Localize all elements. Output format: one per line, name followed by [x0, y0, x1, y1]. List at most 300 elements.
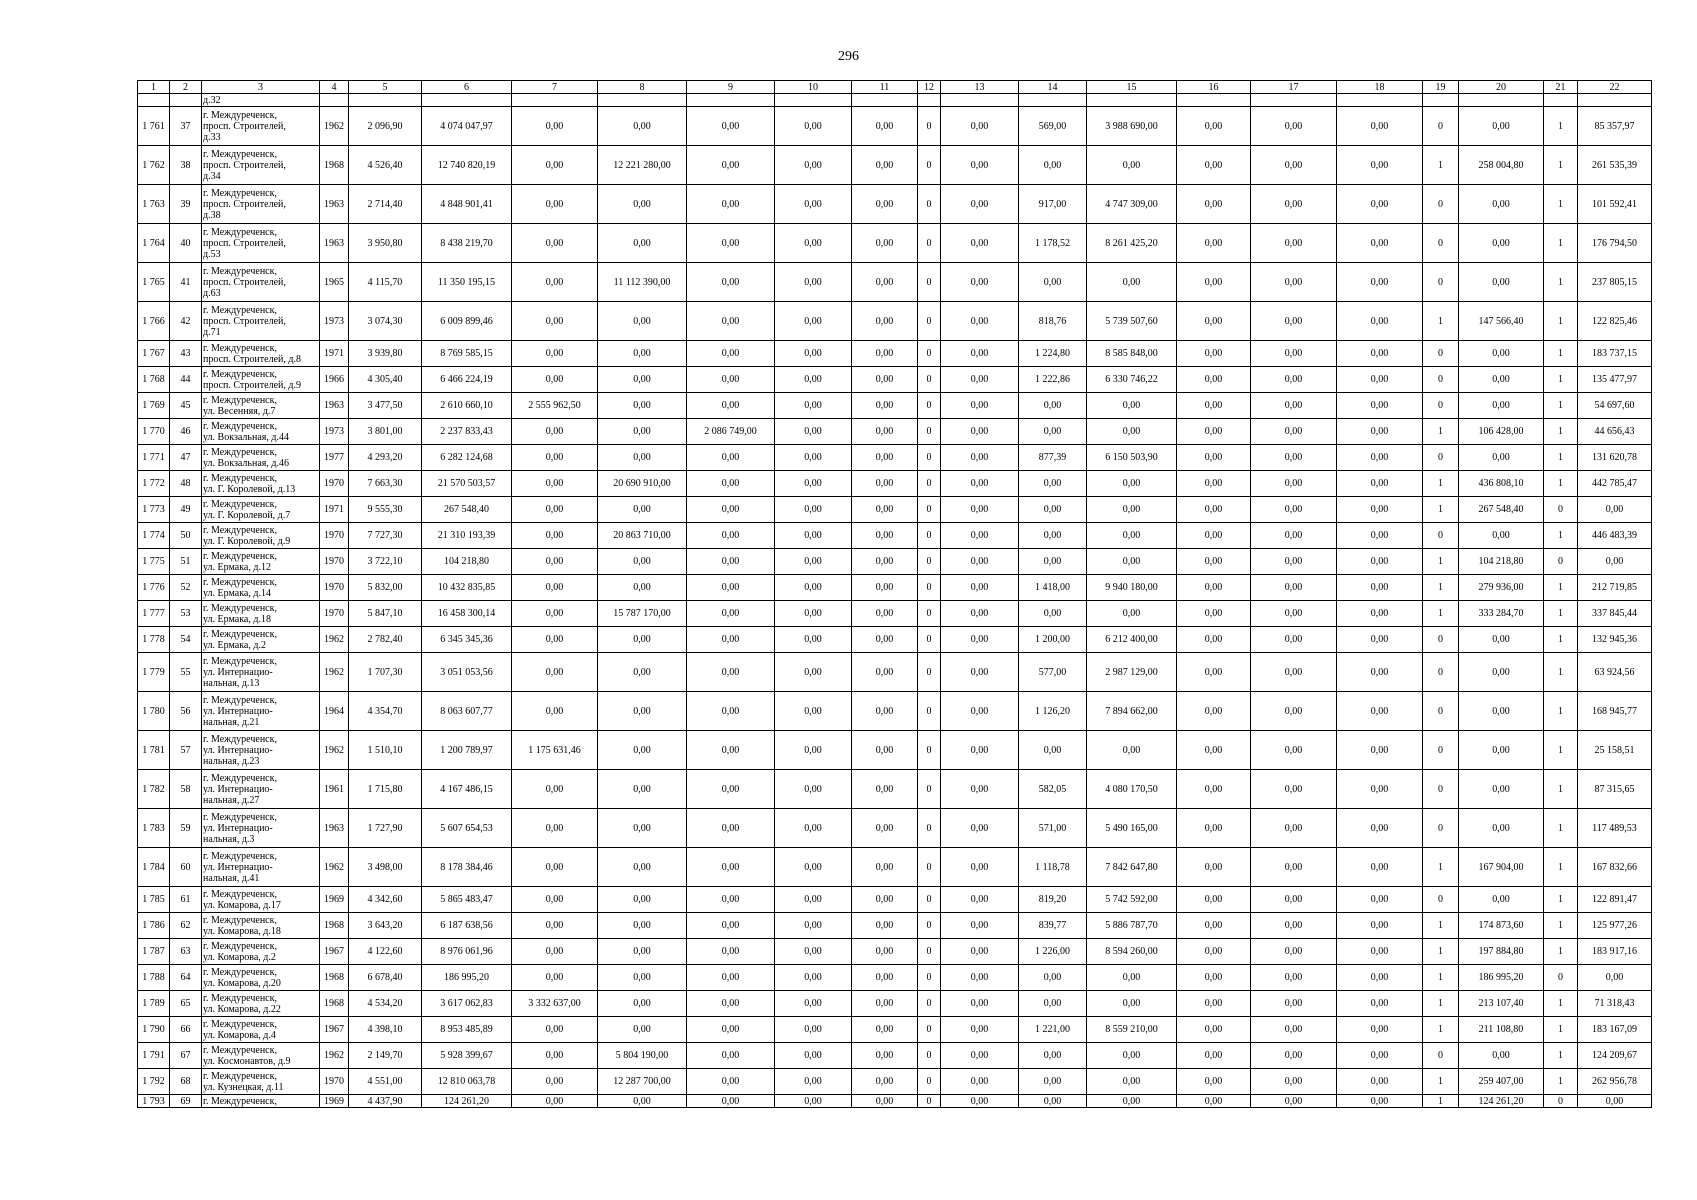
table-cell: 48: [170, 471, 202, 497]
table-cell: 0,00: [598, 367, 687, 393]
table-cell: [1251, 94, 1337, 107]
table-cell: 0,00: [1337, 731, 1423, 770]
table-cell: 4 551,00: [349, 1069, 422, 1095]
table-cell: 0,00: [1337, 393, 1423, 419]
table-cell: 0,00: [1251, 367, 1337, 393]
table-cell: 20 863 710,00: [598, 523, 687, 549]
column-header-6: 6: [422, 81, 512, 94]
table-cell: 0: [1423, 341, 1459, 367]
table-cell: 436 808,10: [1459, 471, 1544, 497]
table-cell: [1544, 94, 1578, 107]
table-row: [138, 1043, 1652, 1069]
column-header-17: 17: [1251, 81, 1337, 94]
table-cell: 0,00: [687, 367, 775, 393]
table-cell: 62: [170, 913, 202, 939]
table-cell: 1963: [320, 224, 349, 263]
table-cell: 1967: [320, 1017, 349, 1043]
table-cell: 0,00: [1177, 575, 1251, 601]
table-cell: 132 945,36: [1578, 627, 1652, 653]
table-cell: 0,00: [1578, 1095, 1652, 1108]
table-cell: 337 845,44: [1578, 601, 1652, 627]
address-cell: г. Междуреченск, просп. Строителей, д.38: [202, 185, 320, 224]
table-row: [138, 224, 1652, 263]
table-cell: 1961: [320, 770, 349, 809]
table-cell: 0: [918, 445, 941, 471]
table-cell: 117 489,53: [1578, 809, 1652, 848]
table-cell: 0,00: [1459, 185, 1544, 224]
table-cell: 0,00: [1177, 1017, 1251, 1043]
table-cell: 0,00: [512, 965, 598, 991]
table-cell: 69: [170, 1095, 202, 1108]
table-cell: 0,00: [1019, 549, 1087, 575]
table-row: [138, 185, 1652, 224]
table-cell: 25 158,51: [1578, 731, 1652, 770]
table-cell: 0,00: [1019, 1095, 1087, 1108]
table-row: [138, 471, 1652, 497]
table-cell: 0,00: [775, 913, 852, 939]
table-cell: 0,00: [1578, 549, 1652, 575]
table-cell: 0,00: [852, 367, 918, 393]
table-cell: 0,00: [512, 1043, 598, 1069]
column-header-1: 1: [138, 81, 170, 94]
table-row: [138, 887, 1652, 913]
table-cell: 0,00: [852, 1095, 918, 1108]
table-cell: 0,00: [1177, 601, 1251, 627]
table-cell: 0,00: [775, 107, 852, 146]
table-row: [138, 94, 1652, 107]
table-cell: 4 354,70: [349, 692, 422, 731]
address-cell: г. Междуреченск, ул. Вокзальная, д.46: [202, 445, 320, 471]
table-cell: 0,00: [941, 302, 1019, 341]
table-cell: 0,00: [1337, 627, 1423, 653]
table-cell: 5 865 483,47: [422, 887, 512, 913]
table-cell: 4 398,10: [349, 1017, 422, 1043]
table-cell: 0: [918, 224, 941, 263]
table-cell: 0,00: [1337, 549, 1423, 575]
table-cell: 0,00: [687, 445, 775, 471]
table-row: [138, 445, 1652, 471]
table-cell: 0,00: [1087, 471, 1177, 497]
table-cell: 47: [170, 445, 202, 471]
table-cell: 122 825,46: [1578, 302, 1652, 341]
table-cell: 1 772: [138, 471, 170, 497]
table-cell: 0,00: [941, 146, 1019, 185]
table-cell: 0,00: [1251, 731, 1337, 770]
table-cell: 3 988 690,00: [1087, 107, 1177, 146]
table-cell: 0: [1544, 1095, 1578, 1108]
table-cell: 818,76: [1019, 302, 1087, 341]
table-cell: 0,00: [1251, 692, 1337, 731]
table-cell: 0,00: [1337, 302, 1423, 341]
table-cell: 1: [1544, 887, 1578, 913]
table-cell: 0,00: [775, 185, 852, 224]
table-cell: 0,00: [1459, 224, 1544, 263]
table-cell: 53: [170, 601, 202, 627]
table-cell: 1: [1423, 497, 1459, 523]
table-cell: 1 200 789,97: [422, 731, 512, 770]
table-cell: 0,00: [941, 1069, 1019, 1095]
table-cell: 1: [1544, 1043, 1578, 1069]
table-cell: 0,00: [1177, 627, 1251, 653]
table-cell: 5 739 507,60: [1087, 302, 1177, 341]
table-cell: 0,00: [1251, 393, 1337, 419]
table-cell: 0,00: [1337, 770, 1423, 809]
address-cell: г. Междуреченск, ул. Интернацио- нальная, д.41: [202, 848, 320, 887]
table-cell: 0,00: [1337, 653, 1423, 692]
table-cell: 0,00: [941, 627, 1019, 653]
table-cell: 0,00: [775, 770, 852, 809]
table-cell: 0,00: [512, 445, 598, 471]
table-cell: 1: [1544, 185, 1578, 224]
table-cell: 1 707,30: [349, 653, 422, 692]
table-cell: 0,00: [1459, 445, 1544, 471]
table-cell: 577,00: [1019, 653, 1087, 692]
table-cell: 0,00: [512, 1095, 598, 1108]
table-cell: 8 178 384,46: [422, 848, 512, 887]
table-cell: [512, 94, 598, 107]
table-cell: 1 769: [138, 393, 170, 419]
table-cell: 0,00: [1337, 848, 1423, 887]
table-cell: 8 953 485,89: [422, 1017, 512, 1043]
table-cell: 0,00: [1459, 627, 1544, 653]
table-cell: 87 315,65: [1578, 770, 1652, 809]
table-cell: 7 727,30: [349, 523, 422, 549]
table-cell: 0: [918, 367, 941, 393]
table-cell: 1 771: [138, 445, 170, 471]
table-cell: 0,00: [852, 575, 918, 601]
table-cell: 1 779: [138, 653, 170, 692]
table-row: [138, 341, 1652, 367]
table-cell: 0,00: [598, 692, 687, 731]
table-cell: 0,00: [1251, 939, 1337, 965]
address-cell: г. Междуреченск, ул. Г. Королевой, д.9: [202, 523, 320, 549]
table-cell: 0,00: [941, 523, 1019, 549]
table-cell: 131 620,78: [1578, 445, 1652, 471]
table-cell: 39: [170, 185, 202, 224]
table-cell: 0,00: [1019, 1043, 1087, 1069]
table-cell: 1963: [320, 185, 349, 224]
table-cell: 3 801,00: [349, 419, 422, 445]
table-cell: 0,00: [1459, 653, 1544, 692]
table-cell: 4 167 486,15: [422, 770, 512, 809]
address-cell: г. Междуреченск, ул. Кузнецкая, д.11: [202, 1069, 320, 1095]
table-cell: 0,00: [1337, 497, 1423, 523]
table-cell: 3 617 062,83: [422, 991, 512, 1017]
table-cell: 63: [170, 939, 202, 965]
table-cell: 101 592,41: [1578, 185, 1652, 224]
table-cell: 211 108,80: [1459, 1017, 1544, 1043]
table-cell: 1: [1544, 809, 1578, 848]
table-cell: 1970: [320, 601, 349, 627]
table-cell: 0,00: [687, 653, 775, 692]
table-cell: 0,00: [1251, 146, 1337, 185]
table-cell: 8 976 061,96: [422, 939, 512, 965]
table-cell: 0,00: [852, 445, 918, 471]
table-cell: 0,00: [598, 848, 687, 887]
table-cell: 1: [1544, 601, 1578, 627]
table-cell: 1: [1423, 302, 1459, 341]
table-cell: 3 950,80: [349, 224, 422, 263]
table-cell: 0,00: [512, 263, 598, 302]
table-cell: 267 548,40: [1459, 497, 1544, 523]
table-cell: 0,00: [941, 575, 1019, 601]
table-cell: 1 778: [138, 627, 170, 653]
table-cell: 1970: [320, 549, 349, 575]
table-cell: 0,00: [598, 224, 687, 263]
table-cell: 1 200,00: [1019, 627, 1087, 653]
table-cell: 4 342,60: [349, 887, 422, 913]
table-cell: 1 774: [138, 523, 170, 549]
table-cell: 1: [1544, 1069, 1578, 1095]
table-cell: 0: [918, 497, 941, 523]
table-cell: 147 566,40: [1459, 302, 1544, 341]
table-cell: 0,00: [941, 887, 1019, 913]
table-cell: 0,00: [941, 263, 1019, 302]
address-cell: г. Междуреченск, просп. Строителей, д.9: [202, 367, 320, 393]
table-cell: 0: [1423, 887, 1459, 913]
table-cell: 0,00: [1177, 653, 1251, 692]
table-cell: 54: [170, 627, 202, 653]
table-cell: 0: [918, 965, 941, 991]
table-cell: 1962: [320, 627, 349, 653]
table-cell: 0,00: [1177, 549, 1251, 575]
table-cell: 8 559 210,00: [1087, 1017, 1177, 1043]
table-cell: 0,00: [852, 185, 918, 224]
column-header-8: 8: [598, 81, 687, 94]
table-cell: 1: [1544, 224, 1578, 263]
column-header-22: 22: [1578, 81, 1652, 94]
table-cell: 8 063 607,77: [422, 692, 512, 731]
data-table: [137, 80, 1652, 1108]
table-cell: 0,00: [775, 367, 852, 393]
table-cell: 0: [918, 523, 941, 549]
table-cell: 0,00: [1019, 1069, 1087, 1095]
address-cell: г. Междуреченск, просп. Строителей, д.71: [202, 302, 320, 341]
table-cell: 0,00: [598, 393, 687, 419]
table-cell: 1968: [320, 991, 349, 1017]
table-cell: 0,00: [941, 419, 1019, 445]
table-cell: 0,00: [687, 393, 775, 419]
table-cell: 44 656,43: [1578, 419, 1652, 445]
table-cell: 0: [1544, 549, 1578, 575]
table-row: [138, 575, 1652, 601]
table-cell: 0,00: [598, 731, 687, 770]
table-cell: 0,00: [687, 692, 775, 731]
table-cell: 0,00: [1251, 263, 1337, 302]
table-cell: 0,00: [1087, 991, 1177, 1017]
table-cell: 21 570 503,57: [422, 471, 512, 497]
table-cell: 0,00: [1337, 991, 1423, 1017]
table-cell: 0,00: [687, 1043, 775, 1069]
table-row: [138, 302, 1652, 341]
table-cell: 0,00: [598, 1017, 687, 1043]
table-cell: 0,00: [1251, 601, 1337, 627]
table-cell: 2 987 129,00: [1087, 653, 1177, 692]
table-cell: 1: [1544, 575, 1578, 601]
table-cell: 0,00: [598, 770, 687, 809]
table-cell: 0,00: [775, 302, 852, 341]
table-cell: 0,00: [852, 1043, 918, 1069]
table-cell: 0,00: [852, 991, 918, 1017]
table-cell: 125 977,26: [1578, 913, 1652, 939]
table-cell: [1019, 94, 1087, 107]
table-cell: 2 610 660,10: [422, 393, 512, 419]
table-cell: [422, 94, 512, 107]
table-cell: 1: [1544, 302, 1578, 341]
table-cell: 0,00: [941, 393, 1019, 419]
table-cell: 0,00: [775, 1017, 852, 1043]
table-cell: 0,00: [941, 445, 1019, 471]
table-cell: 0,00: [775, 731, 852, 770]
table-cell: 0: [1423, 770, 1459, 809]
address-cell: г. Междуреченск, ул. Космонавтов, д.9: [202, 1043, 320, 1069]
table-cell: 0,00: [852, 731, 918, 770]
table-cell: 55: [170, 653, 202, 692]
table-cell: 1970: [320, 575, 349, 601]
table-cell: 0: [1423, 224, 1459, 263]
table-cell: 1963: [320, 393, 349, 419]
table-cell: [1337, 94, 1423, 107]
table-cell: 0,00: [852, 523, 918, 549]
table-cell: [918, 94, 941, 107]
column-header-14: 14: [1019, 81, 1087, 94]
address-cell: г. Междуреченск, ул. Комарова, д.20: [202, 965, 320, 991]
table-cell: 124 261,20: [1459, 1095, 1544, 1108]
table-cell: 1962: [320, 1043, 349, 1069]
table-cell: 0,00: [598, 887, 687, 913]
table-cell: 1962: [320, 848, 349, 887]
table-cell: 186 995,20: [422, 965, 512, 991]
table-cell: 0,00: [687, 302, 775, 341]
table-cell: 1963: [320, 809, 349, 848]
table-cell: 0,00: [852, 146, 918, 185]
table-cell: 50: [170, 523, 202, 549]
table-cell: 0,00: [775, 809, 852, 848]
table-cell: 0,00: [512, 913, 598, 939]
table-cell: 0,00: [1177, 848, 1251, 887]
table-cell: 0,00: [512, 471, 598, 497]
table-cell: 0,00: [598, 913, 687, 939]
table-cell: 0: [918, 939, 941, 965]
address-cell: г. Междуреченск, ул. Весенняя, д.7: [202, 393, 320, 419]
table-cell: 1968: [320, 913, 349, 939]
table-cell: 0,00: [852, 848, 918, 887]
table-cell: 60: [170, 848, 202, 887]
table-cell: 0,00: [1087, 393, 1177, 419]
table-cell: 0,00: [1337, 601, 1423, 627]
table-cell: 0,00: [941, 913, 1019, 939]
table-cell: 0: [918, 146, 941, 185]
table-cell: 0,00: [687, 627, 775, 653]
table-cell: 2 782,40: [349, 627, 422, 653]
table-cell: 0,00: [941, 653, 1019, 692]
table-cell: 1: [1423, 939, 1459, 965]
table-cell: 0,00: [1337, 1043, 1423, 1069]
table-cell: 1 727,90: [349, 809, 422, 848]
table-cell: 0,00: [1459, 692, 1544, 731]
table-cell: 1 222,86: [1019, 367, 1087, 393]
table-cell: 0,00: [941, 549, 1019, 575]
table-cell: 5 886 787,70: [1087, 913, 1177, 939]
table-cell: 0,00: [1177, 1095, 1251, 1108]
table-cell: 0,00: [512, 107, 598, 146]
table-cell: 0,00: [941, 497, 1019, 523]
table-cell: 0,00: [1337, 965, 1423, 991]
table-cell: 819,20: [1019, 887, 1087, 913]
table-cell: 0,00: [598, 809, 687, 848]
table-cell: 0,00: [1251, 848, 1337, 887]
table-cell: 0,00: [1177, 263, 1251, 302]
table-cell: 0,00: [1087, 549, 1177, 575]
table-cell: 0: [1423, 263, 1459, 302]
table-cell: 1968: [320, 146, 349, 185]
table-cell: 0,00: [941, 1095, 1019, 1108]
table-cell: 0,00: [687, 939, 775, 965]
table-cell: 1964: [320, 692, 349, 731]
table-cell: 1977: [320, 445, 349, 471]
table-cell: 0,00: [852, 692, 918, 731]
table-cell: 0,00: [1459, 809, 1544, 848]
table-cell: 6 212 400,00: [1087, 627, 1177, 653]
table-cell: 8 438 219,70: [422, 224, 512, 263]
table-cell: 68: [170, 1069, 202, 1095]
table-cell: 0,00: [1251, 965, 1337, 991]
table-cell: 0,00: [1251, 1069, 1337, 1095]
table-cell: 0: [1423, 692, 1459, 731]
table-cell: 0,00: [775, 523, 852, 549]
table-cell: 0,00: [1177, 913, 1251, 939]
table-cell: 0,00: [852, 1069, 918, 1095]
table-cell: 43: [170, 341, 202, 367]
table-cell: 0,00: [512, 549, 598, 575]
table-cell: 0,00: [598, 341, 687, 367]
table-cell: 569,00: [1019, 107, 1087, 146]
table-cell: 1: [1544, 107, 1578, 146]
table-cell: 186 995,20: [1459, 965, 1544, 991]
table-cell: 0,00: [687, 991, 775, 1017]
table-row: [138, 965, 1652, 991]
table-cell: 261 535,39: [1578, 146, 1652, 185]
table-cell: 0,00: [775, 497, 852, 523]
column-header-9: 9: [687, 81, 775, 94]
table-cell: 1: [1423, 1095, 1459, 1108]
table-cell: 0: [918, 263, 941, 302]
address-cell: г. Междуреченск, ул. Интернацио- нальная, д.13: [202, 653, 320, 692]
table-cell: 1 777: [138, 601, 170, 627]
table-row: [138, 146, 1652, 185]
table-cell: 0,00: [598, 991, 687, 1017]
table-cell: 0,00: [1087, 497, 1177, 523]
table-cell: 0,00: [775, 939, 852, 965]
table-cell: 0,00: [852, 393, 918, 419]
table-cell: 0,00: [852, 627, 918, 653]
table-cell: 0,00: [1019, 146, 1087, 185]
table-cell: 1 126,20: [1019, 692, 1087, 731]
table-cell: 0,00: [1177, 809, 1251, 848]
table-cell: 1: [1544, 653, 1578, 692]
column-header-4: 4: [320, 81, 349, 94]
table-row: [138, 913, 1652, 939]
table-cell: 1: [1423, 419, 1459, 445]
table-cell: 0,00: [598, 445, 687, 471]
table-cell: 0,00: [1337, 1017, 1423, 1043]
table-cell: 0,00: [775, 575, 852, 601]
table-cell: 0,00: [852, 809, 918, 848]
table-cell: 0,00: [512, 809, 598, 848]
table-cell: 0,00: [1019, 601, 1087, 627]
table-cell: 1: [1423, 913, 1459, 939]
table-cell: 124 209,67: [1578, 1043, 1652, 1069]
